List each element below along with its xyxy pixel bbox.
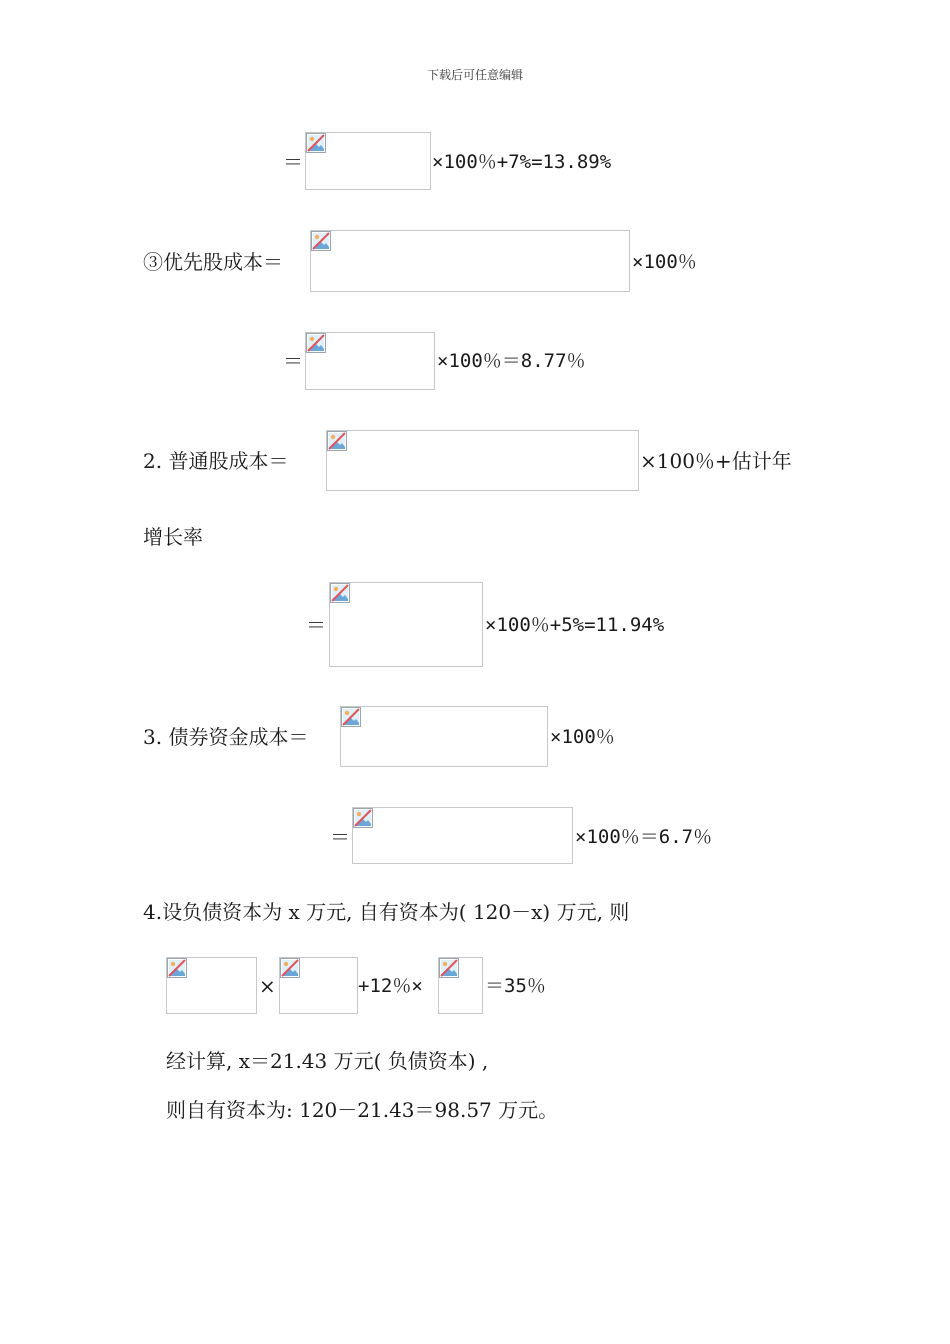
equals-sign: ＝ [283,349,303,373]
formula-image [438,957,483,1014]
formula-continued: ×100％+估计年 [640,449,792,473]
equity-result: 则自有资本为: 120－21.43＝98.57 万元。 [166,1098,559,1122]
formula-image [166,957,257,1014]
preferred-stock-cost-label: ③优先股成本＝ [143,250,283,274]
broken-image-icon [306,133,326,153]
formula-image [305,132,431,190]
formula-image [305,332,435,390]
broken-image-icon [439,958,459,978]
formula-image [310,230,630,292]
common-stock-cost-label: 2. 普通股成本＝ [143,449,289,473]
broken-image-icon [341,707,361,727]
formula-result: ×100％+7%=13.89% [432,151,612,173]
growth-rate-text: 增长率 [143,525,203,549]
multiply-sign: × [259,974,276,998]
formula-multiplier: ×100％ [550,726,615,748]
broken-image-icon [306,333,326,353]
formula-middle: +12％× [358,975,423,997]
equals-sign: ＝ [330,825,350,849]
broken-image-icon [353,808,373,828]
broken-image-icon [327,431,347,451]
formula-result: ×100％＝6.7％ [575,826,713,848]
calculation-result: 经计算, x＝21.43 万元( 负债资本) , [166,1049,489,1073]
formula-multiplier: ×100％ [632,251,697,273]
equals-sign: ＝ [306,613,326,637]
formula-result: ×100％＝8.77％ [437,350,586,372]
formula-image [329,582,483,667]
formula-result: ＝35％ [485,975,546,997]
broken-image-icon [280,958,300,978]
broken-image-icon [330,583,350,603]
broken-image-icon [167,958,187,978]
formula-image [279,957,358,1014]
bond-cost-label: 3. 债券资金成本＝ [143,725,309,749]
formula-image [340,706,548,767]
problem-4-statement: 4.设负债资本为 x 万元, 自有资本为( 120－x) 万元, 则 [143,900,630,924]
equals-sign: ＝ [283,150,303,174]
broken-image-icon [311,231,331,251]
formula-image [326,430,639,491]
formula-image [352,807,573,864]
formula-result: ×100％+5%=11.94% [485,614,665,636]
page-header: 下载后可任意编辑 [426,68,523,82]
